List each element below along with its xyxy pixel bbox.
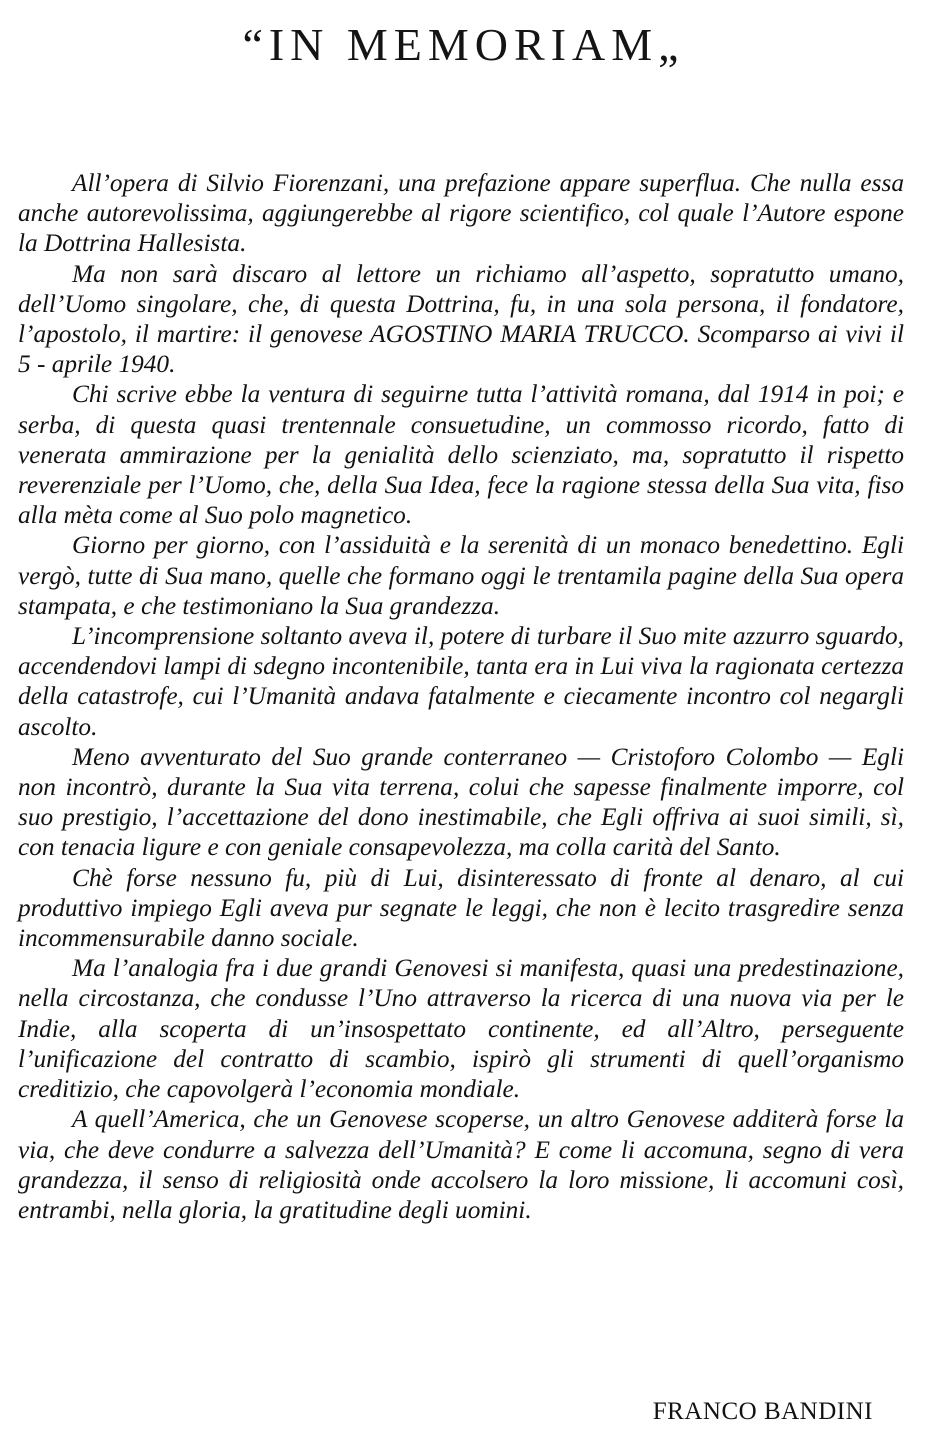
paragraph-3: Chi scrive ebbe la ventura di seguirne tutta l’attività romana, dal 1914 in poi; e serba, di questa quasi trentennale consuetudine, un commosso ricordo, fatto di venerata ammirazione per la genialità dello scienziato, ma, sopratutto il rispetto reverenziale per l’Uomo, che, della Sua Idea, fece la ragione stessa della Sua vita, fiso alla mèta come al Suo polo magnetico. xyxy=(18,380,904,530)
paragraph-2: Ma non sarà discaro al lettore un richiamo all’aspetto, sopratutto umano, dell’Uomo singolare, che, di questa Dottrina, fu, in una sola persona, il fondatore, l’apostolo, il martire: il genovese AGOSTINO MARIA TRUCCO. Scomparso ai vivi il 5 - aprile 1940. xyxy=(18,259,904,379)
page-title: “IN MEMORIAM„ xyxy=(242,19,685,70)
body-text xyxy=(18,168,904,1225)
paragraph-5: L’incomprensione soltanto aveva il, potere di turbare il Suo mite azzurro sguardo, accendendovi lampi di sdegno incontenibile, tanta era in Lui viva la ragionata certezza della catastrofe, cui l’Umanità andava fatalmente e ciecamente incontro col negargli ascolto. xyxy=(18,622,904,741)
paragraph-7: Chè forse nessuno fu, più di Lui, disinteressato di fronte al denaro, al cui produttivo impiego Egli aveva pur segnate le leggi, che non è lecito trasgredire senza incommensurabile danno sociale. xyxy=(18,863,904,953)
paragraph-4: Giorno per giorno, con l’assiduità e la serenità di un monaco benedettino. Egli vergò, tutte di Sua mano, quelle che formano oggi le trentamila pagine della Sua opera stampata, e che testimoniano la Sua grandezza. xyxy=(18,531,904,620)
author-signature: FRANCO BANDINI xyxy=(652,1398,873,1425)
paragraph-6: Meno avventurato del Suo grande conterraneo — Cristoforo Colombo — Egli non incontrò, durante la Sua vita terrena, colui che sapesse finalmente imporre, col suo prestigio, l’accettazione del dono inestimabile, che Egli offriva ai suoi simili, sì, con tenacia ligure e con geniale consapevolezza, ma colla carità del Santo. xyxy=(18,742,904,862)
paragraph-8: Ma l’analogia fra i due grandi Genovesi si manifesta, quasi una predestinazione, nella circostanza, che condusse l’Uno attraverso la ricerca di una nuova via per le Indie, alla scoperta di un’insospettato continente, ed all’Altro, perseguente l’unificazione del contratto di scambio, ispirò gli strumenti di quell’organismo creditizio, che capovolgerà l’economia mondiale. xyxy=(18,954,904,1104)
paragraph-9: A quell’America, che un Genovese scoperse, un altro Genovese additerà forse la via, che deve condurre a salvezza dell’Umanità? E come li accomuna, segno di vera grandezza, il senso di religiosità onde accolsero la loro missione, li accomuni così, entrambi, nella gloria, la gratitudine degli uomini. xyxy=(18,1105,904,1224)
paragraph-1: All’opera di Silvio Fiorenzani, una prefazione appare superflua. Che nulla essa anche autorevolissima, aggiungerebbe al rigore scientifico, col quale l’Autore espone la Dottrina Hallesista. xyxy=(18,169,904,258)
